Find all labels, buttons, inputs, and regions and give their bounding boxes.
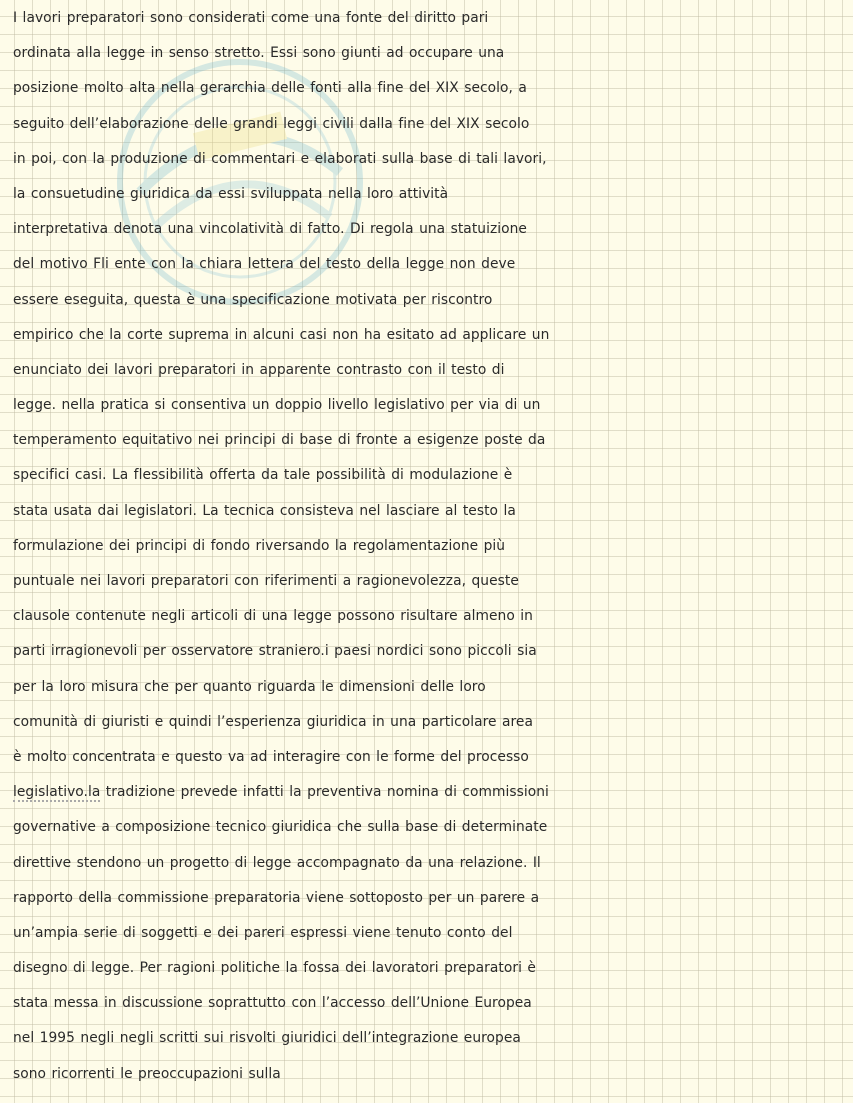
text-line: un’ampia serie di soggetti e dei pareri espressi viene tenuto conto del xyxy=(13,924,513,941)
text-line: ordinata alla legge in senso stretto. Essi sono giunti ad occupare una xyxy=(13,45,505,62)
text-line: nel 1995 negli negli scritti sui risvolti giuridici dell’integrazione europea xyxy=(13,1030,521,1047)
text-line: per la loro misura che per quanto riguarda le dimensioni delle loro xyxy=(13,678,486,695)
text-line: disegno di legge. Per ragioni politiche la fossa dei lavoratori preparatori è xyxy=(13,960,536,977)
text-line: stata messa in discussione soprattutto con l’accesso dell’Unione Europea xyxy=(13,995,532,1012)
text-line: puntuale nei lavori preparatori con riferimenti a ragionevolezza, queste xyxy=(13,573,519,589)
text-line: seguito dell’elaborazione delle grandi leggi civili dalla fine del XIX secolo xyxy=(13,115,530,132)
text-line-rest: tradizione prevede infatti la preventiva nomina di commissioni xyxy=(100,784,549,801)
text-line: enunciato dei lavori preparatori in apparente contrasto con il testo di xyxy=(13,361,505,378)
underlined-word-link[interactable]: legislativo.la xyxy=(13,784,101,801)
text-line: direttive stendono un progetto di legge accompagnato da una relazione. Il xyxy=(13,854,541,871)
text-line: è molto concentrata e questo va ad interagire con le forme del processo xyxy=(13,748,529,765)
text-line: in poi, con la produzione di commentari e elaborati sulla base di tali lavori, xyxy=(13,150,547,167)
text-line: legge. nella pratica si consentiva un doppio livello legislativo per via di un xyxy=(13,397,541,414)
text-line: essere eseguita, questa è una specificazione motivata per riscontro xyxy=(13,291,493,308)
text-line: stata usata dai legislatori. La tecnica consisteva nel lasciare al testo la xyxy=(13,502,516,519)
text-line: clausole contenute negli articoli di una legge possono risultare almeno in xyxy=(13,608,533,625)
note-body xyxy=(13,1,853,1092)
text-line: empirico che la corte suprema in alcuni casi non ha esitato ad applicare un xyxy=(13,326,550,343)
text-line-with-link xyxy=(13,775,853,810)
text-line: parti irragionevoli per osservatore straniero.i paesi nordici sono piccoli sia xyxy=(13,643,537,660)
text-line: specifici casi. La flessibilità offerta da tale possibilità di modulazione è xyxy=(13,467,513,484)
text-line: rapporto della commissione preparatoria viene sottoposto per un parere a xyxy=(13,889,540,906)
text-line: posizione molto alta nella gerarchia delle fonti alla fine del XIX secolo, a xyxy=(13,80,527,97)
text-line: comunità di giuristi e quindi l’esperienza giuridica in una particolare area xyxy=(13,713,533,730)
text-line: governative a composizione tecnico giuridica che sulla base di determinate xyxy=(13,819,548,836)
text-line: la consuetudine giuridica da essi sviluppata nella loro attività xyxy=(13,185,449,202)
text-line: del motivo Fli ente con la chiara lettera del testo della legge non deve xyxy=(13,256,516,273)
text-line: sono ricorrenti le preoccupazioni sulla xyxy=(13,1065,281,1082)
text-line: interpretativa denota una vincolatività di fatto. Di regola una statuizione xyxy=(13,221,527,238)
text-line: formulazione dei principi di fondo riversando la regolamentazione più xyxy=(13,537,506,554)
text-line: I lavori preparatori sono considerati come una fonte del diritto pari xyxy=(13,10,489,26)
text-line: temperamento equitativo nei principi di base di fronte a esigenze poste da xyxy=(13,432,546,449)
